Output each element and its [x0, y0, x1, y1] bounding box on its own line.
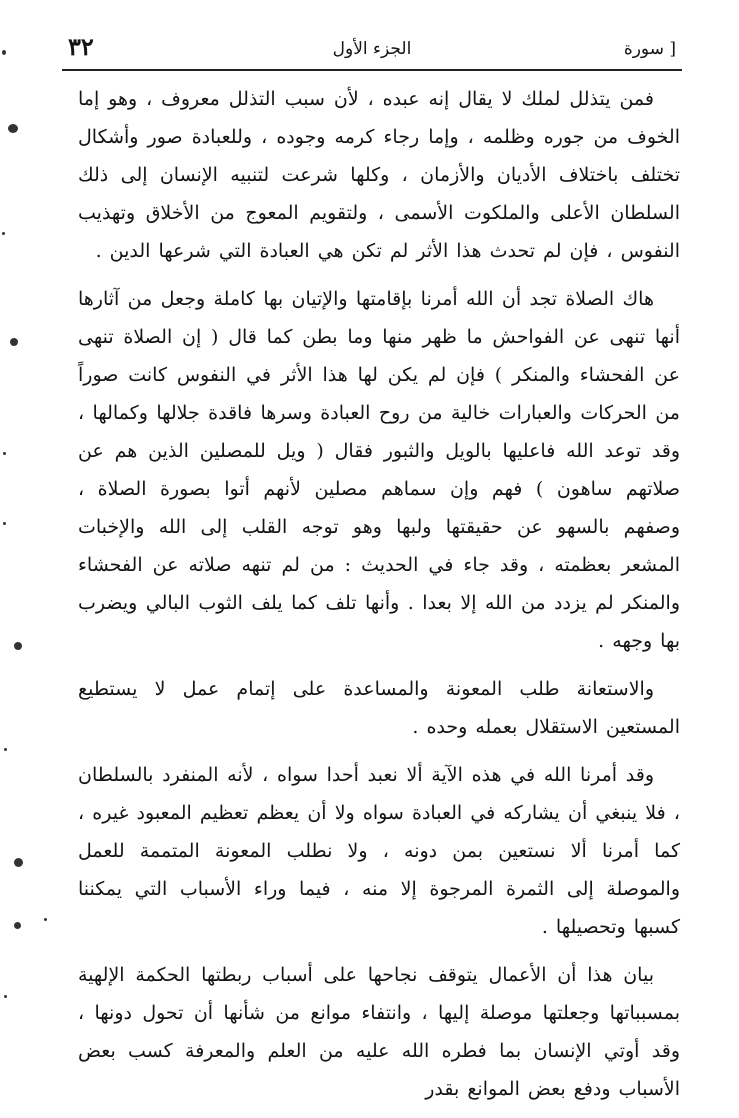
body-text: [78, 80, 680, 1118]
margin-speck: [44, 918, 47, 921]
surah-label: [ سورة: [623, 39, 676, 59]
margin-speck: [10, 338, 18, 346]
paragraph: والاستعانة طلب المعونة والمساعدة على إتمام عمل لا يستطيع المستعين الاستقلال بعمله وحده .: [78, 678, 680, 738]
margin-speck: [8, 124, 18, 133]
margin-speck: [14, 642, 22, 650]
paragraph: وقد أمرنا الله في هذه الآية ألا نعبد أحدا سواه ، لأنه المنفرد بالسلطان ، فلا ينبغي أن يشاركه في العبادة سواه ولا أن يعظم تعظيم المعبود غيره ، كما أمرنا ألا نستعين بمن دونه ، ولا نطلب المعونة المتممة للعمل والموصلة إلى الثمرة المرجوة إلا منه ، فيما وراء الأسباب التي يمكننا كسبها وتحصيلها .: [78, 764, 680, 938]
running-title: الجزء الأول: [332, 39, 412, 59]
running-header: [68, 28, 676, 68]
margin-speck: [3, 452, 6, 455]
margin-speck: [3, 522, 6, 525]
margin-speck: [4, 748, 7, 751]
margin-speck: [4, 995, 7, 998]
header-rule: [62, 69, 682, 71]
margin-speck: [14, 858, 23, 867]
paragraph: فمن يتذلل لملك لا يقال إنه عبده ، لأن سبب التذلل معروف ، وهو إما الخوف من جوره وظلمه ، وإما رجاء كرمه وجوده ، وللعبادة صور وأشكال تختلف باختلاف الأديان والأزمان ، وكلها شرعت لتنبيه الإنسان إلى ذلك السلطان الأعلى والملكوت الأسمى ، ولتقويم المعوج من الأخلاق وتهذيب النفوس ، فإن لم تحدث هذا الأثر لم تكن هي العبادة التي شرعها الدين .: [78, 88, 680, 262]
paragraph: هاك الصلاة تجد أن الله أمرنا بإقامتها والإتيان بها كاملة وجعل من آثارها أنها تنهى عن الفواحش ما ظهر منها وما بطن كما قال ( إن الصلاة تنهى عن الفحشاء والمنكر ) فإن لم يكن لها هذا الأثر في النفوس كانت صوراً من الحركات والعبارات خالية من روح العبادة وسرها فاقدة جلالها وكمالها ، وقد توعد الله فاعليها بالويل والثبور فقال ( ويل للمصلين الذين هم عن صلاتهم ساهون ) فهم وإن سماهم مصلين لأنهم أتوا بصورة الصلاة ، وصفهم بالسهو عن حقيقتها ولبها وهو توجه القلب إلى الله والإخبات المشعر بعظمته ، وقد جاء في الحديث : من لم تنهه صلاته عن الفحشاء والمنكر لم يزدد من الله إلا بعدا . وأنها تلف كما يلف الثوب البالي ويضرب بها وجهه .: [78, 288, 680, 652]
paragraph: بيان هذا أن الأعمال يتوقف نجاحها على أسباب ربطتها الحكمة الإلهية بمسبباتها وجعلتها موصلة إليها ، وانتفاء موانع من شأنها أن تحول دونها ، وقد أوتي الإنسان بما فطره الله عليه من العلم والمعرفة كسب بعض الأسباب ودفع بعض الموانع بقدر: [78, 964, 680, 1100]
margin-speck: [2, 50, 6, 55]
margin-speck: [2, 232, 5, 235]
page-number: ٣٢: [68, 32, 94, 61]
margin-speck: [14, 922, 21, 929]
